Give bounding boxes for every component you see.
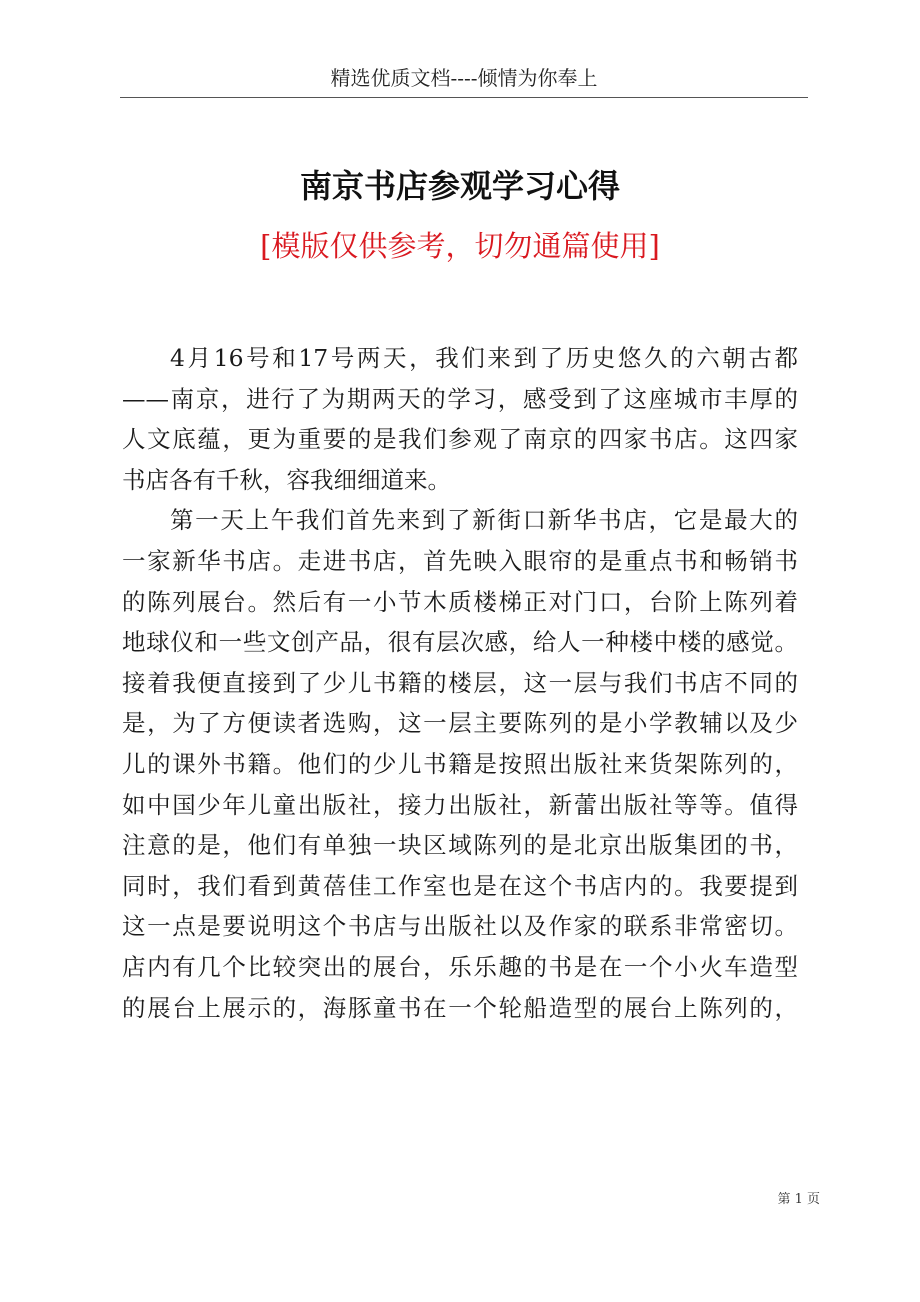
- document-body: [122, 338, 798, 1028]
- text-line: 的展台上展示的，海豚童书在一个轮船造型的展台上陈列的，: [122, 993, 798, 1022]
- text-line: ——南京，进行了为期两天的学习，感受到了这座城市丰厚的: [122, 384, 798, 413]
- text-line: 店内有几个比较突出的展台，乐乐趣的书是在一个小火车造型: [122, 952, 798, 981]
- text-line: 4月16号和17号两天，我们来到了历史悠久的六朝古都: [170, 344, 798, 372]
- text-line: 同时，我们看到黄蓓佳工作室也是在这个书店内的。我要提到: [122, 871, 798, 900]
- text-line: 第一天上午我们首先来到了新街口新华书店，它是最大的: [170, 506, 798, 535]
- paragraph: [122, 338, 798, 500]
- text-line: 接着我便直接到了少儿书籍的楼层，这一层与我们书店不同的: [122, 668, 798, 697]
- text-line: 注意的是，他们有单独一块区域陈列的是北京出版集团的书，: [122, 831, 798, 860]
- document-title: 南京书店参观学习心得: [299, 167, 620, 205]
- text-line: 儿的课外书籍。他们的少儿书籍是按照出版社来货架陈列的，: [122, 749, 798, 778]
- header-divider: [120, 97, 808, 98]
- text-line: 人文底蕴，更为重要的是我们参观了南京的四家书店。这四家: [122, 425, 798, 454]
- text-line: 地球仪和一些文创产品，很有层次感，给人一种楼中楼的感觉。: [122, 628, 798, 657]
- document-subtitle: [模版仅供参考，切勿通篇使用]: [260, 229, 660, 263]
- text-line: 是，为了方便读者选购，这一层主要陈列的是小学教辅以及少: [122, 709, 798, 738]
- text-line: 这一点是要说明这个书店与出版社以及作家的联系非常密切。: [122, 912, 798, 941]
- page-header: 精选优质文档----倾情为你奉上: [330, 66, 598, 90]
- text-line: 的陈列展台。然后有一小节木质楼梯正对门口，台阶上陈列着: [122, 587, 798, 616]
- text-line: 一家新华书店。走进书店，首先映入眼帘的是重点书和畅销书: [122, 546, 798, 575]
- text-line: 如中国少年儿童出版社，接力出版社，新蕾出版社等等。值得: [122, 790, 798, 819]
- text-line: 书店各有千秋，容我细细道来。: [122, 465, 451, 494]
- paragraph: [122, 500, 798, 1028]
- page-number: 第 1 页: [777, 1192, 820, 1207]
